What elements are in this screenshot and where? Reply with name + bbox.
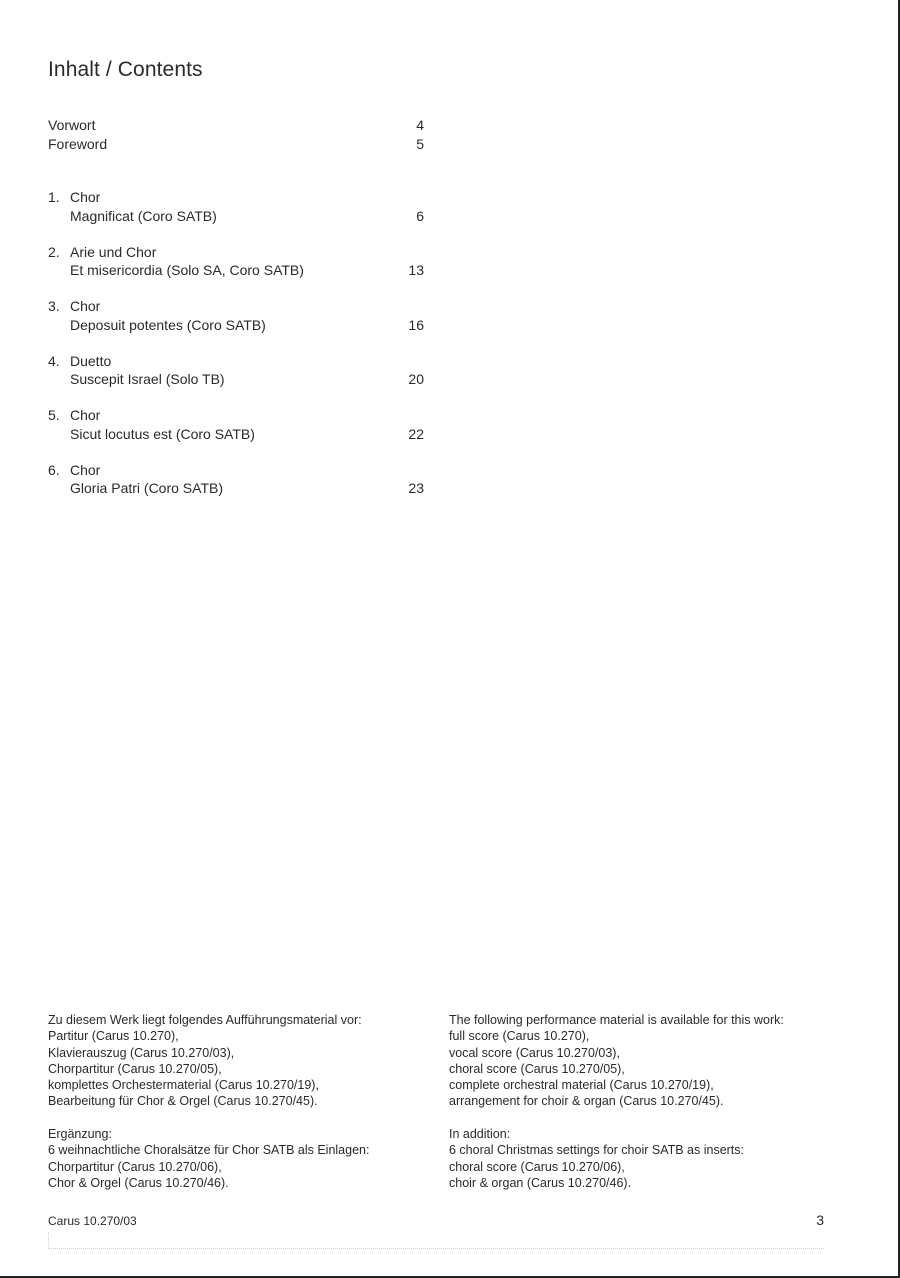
performance-material-german (48, 1012, 428, 1191)
supplement-item: Chorpartitur (Carus 10.270/06), (48, 1159, 222, 1174)
supplement-item: choral score (Carus 10.270/06), (449, 1159, 625, 1174)
material-item: Bearbeitung für Chor & Orgel (Carus 10.270/45). (48, 1094, 318, 1109)
supplement-item: 6 choral Christmas settings for choir SATB as inserts: (449, 1143, 745, 1158)
toc-movement-1[interactable] (48, 188, 424, 225)
toc-movement-3[interactable] (48, 297, 424, 334)
toc-page-number: 6 (416, 207, 424, 224)
performance-material-english (449, 1012, 849, 1191)
material-intro: The following performance material is available for this work: (449, 1013, 784, 1027)
toc-page-number: 4 (416, 117, 424, 133)
material-item: vocal score (Carus 10.270/03), (449, 1045, 620, 1060)
page-number: 3 (816, 1212, 824, 1228)
toc-page-number: 20 (408, 371, 424, 387)
supplement-label: Ergänzung: (48, 1127, 112, 1142)
movement-number: 1. (48, 189, 60, 205)
movement-type: Chor (70, 407, 101, 423)
toc-entry-foreword[interactable] (48, 135, 424, 154)
material-item: Partitur (Carus 10.270), (48, 1029, 179, 1044)
movement-type: Chor (70, 189, 101, 205)
toc-label: Vorwort (48, 117, 96, 133)
movement-title: Gloria Patri (Coro SATB) (70, 480, 223, 496)
page-title: Inhalt / Contents (48, 58, 203, 81)
spacer (449, 1110, 849, 1126)
movement-title: Et misericordia (Solo SA, Coro SATB) (70, 262, 304, 278)
footer-rule (48, 1248, 824, 1249)
front-matter (48, 116, 424, 153)
toc-page-number: 13 (408, 262, 424, 278)
movement-title: Suscepit Israel (Solo TB) (70, 371, 225, 387)
toc-page-number: 23 (408, 480, 424, 496)
movement-title: Sicut locutus est (Coro SATB) (70, 425, 255, 442)
toc-movement-4[interactable] (48, 352, 424, 389)
toc-movement-5[interactable] (48, 406, 424, 443)
movement-type: Chor (70, 461, 101, 478)
movement-number: 6. (48, 461, 60, 478)
material-item: Chorpartitur (Carus 10.270/05), (48, 1061, 222, 1076)
toc-page-number: 22 (408, 425, 424, 442)
material-item: choral score (Carus 10.270/05), (449, 1061, 625, 1076)
movement-type: Duetto (70, 352, 112, 369)
movement-number: 4. (48, 352, 60, 369)
toc-page-number: 16 (408, 316, 424, 333)
movement-title: Magnificat (Coro SATB) (70, 207, 217, 224)
toc-label: Foreword (48, 135, 108, 152)
supplement-label: In addition: (449, 1127, 511, 1142)
movement-type: Arie und Chor (70, 243, 157, 260)
material-item: full score (Carus 10.270), (449, 1029, 590, 1044)
material-item: komplettes Orchestermaterial (Carus 10.270/19), (48, 1078, 319, 1093)
movement-type: Chor (70, 298, 101, 314)
toc-movement-2[interactable] (48, 243, 424, 280)
movement-title: Deposuit potentes (Coro SATB) (70, 316, 266, 333)
material-item: complete orchestral material (Carus 10.270/19), (449, 1078, 714, 1093)
material-intro: Zu diesem Werk liegt folgendes Aufführungsmaterial vor: (48, 1013, 362, 1027)
supplement-item: 6 weihnachtliche Choralsätze für Chor SATB als Einlagen: (48, 1143, 370, 1158)
toc-entry-vorwort[interactable] (48, 116, 424, 135)
movement-number: 2. (48, 243, 60, 260)
catalog-code: Carus 10.270/03 (48, 1214, 137, 1228)
movement-number: 5. (48, 407, 60, 423)
material-item: Klavierauszug (Carus 10.270/03), (48, 1045, 235, 1060)
movement-list (48, 188, 424, 498)
spacer (48, 1110, 428, 1126)
movement-number: 3. (48, 298, 60, 314)
toc-page-number: 5 (416, 135, 424, 152)
material-item: arrangement for choir & organ (Carus 10.270/45). (449, 1094, 724, 1109)
toc-movement-6[interactable] (48, 461, 424, 498)
supplement-item: choir & organ (Carus 10.270/46). (449, 1175, 632, 1190)
supplement-item: Chor & Orgel (Carus 10.270/46). (48, 1175, 229, 1190)
footer-rule-left (48, 1232, 49, 1248)
table-of-contents (48, 116, 424, 515)
